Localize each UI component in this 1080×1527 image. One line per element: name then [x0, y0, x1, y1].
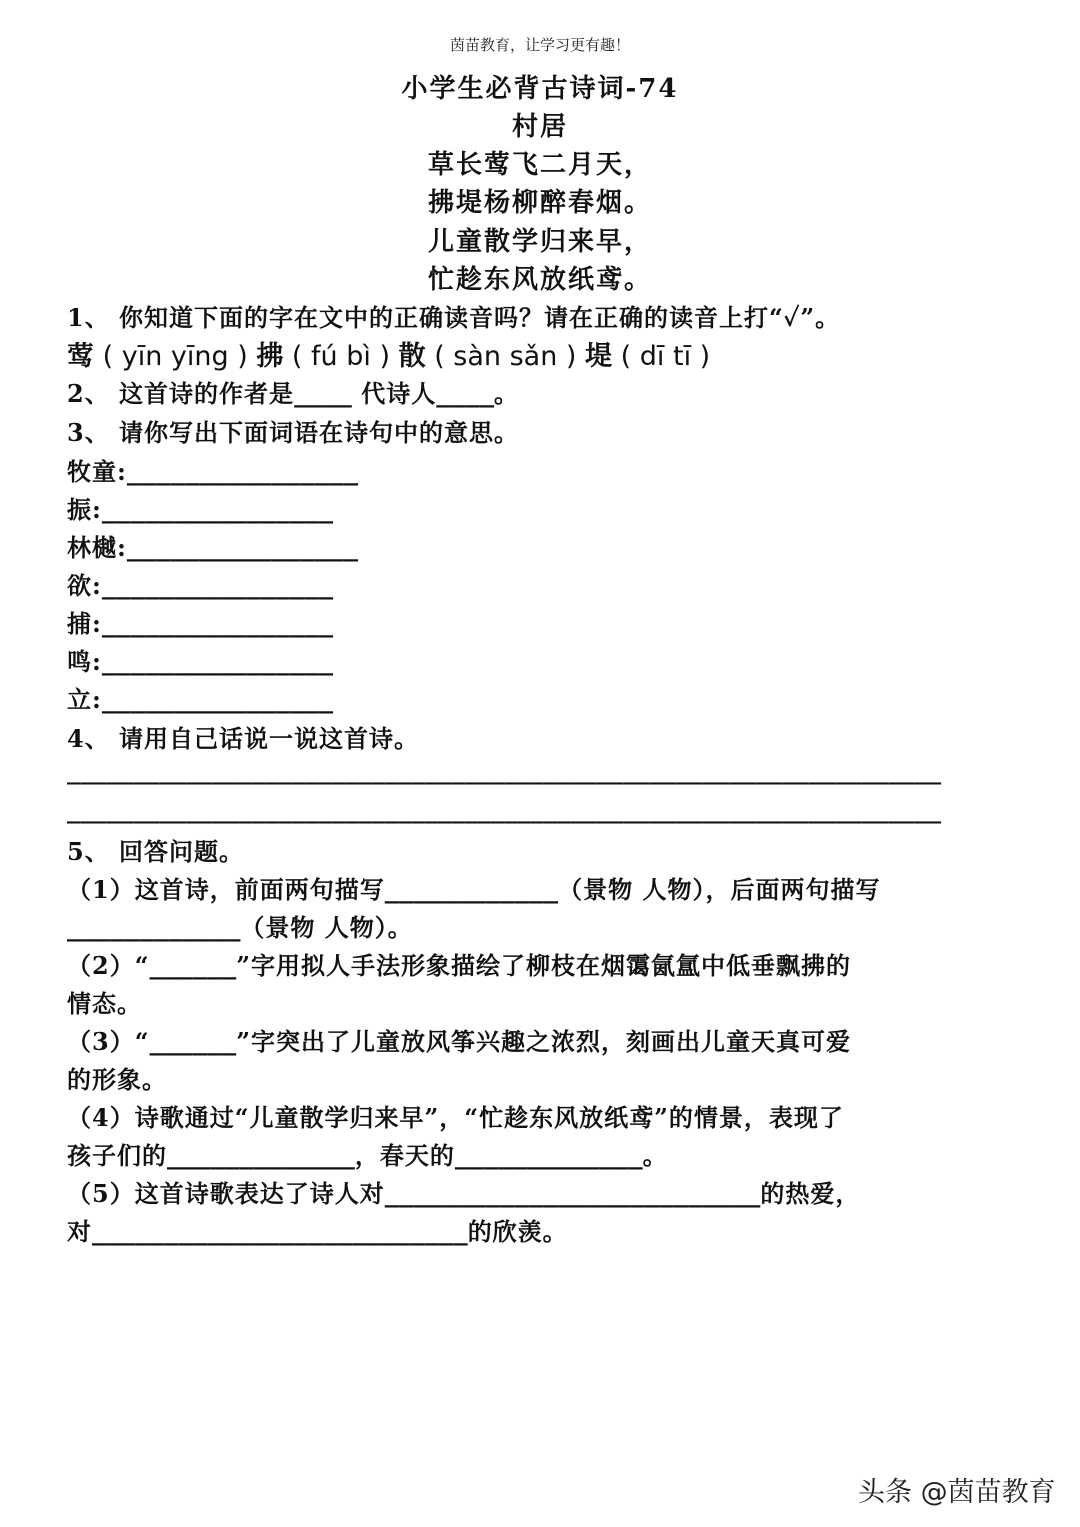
term-label: 捕: — [67, 609, 102, 638]
term-row — [67, 604, 333, 639]
q5-text: 。 — [642, 1141, 668, 1170]
term-row — [67, 490, 333, 525]
q5-text: （2）“ — [67, 951, 150, 980]
q2-text: 代诗人 — [351, 379, 437, 408]
answer-blank[interactable]: __________________________ — [384, 1180, 761, 1208]
term-label: 立: — [67, 685, 102, 714]
q5-text: ，春天的 — [354, 1141, 455, 1170]
answer-blank[interactable]: __________________________ — [92, 1218, 468, 1246]
pinyin-choice[interactable]: ( sàn sǎn ) — [434, 341, 577, 372]
q2-text: 。 — [494, 379, 520, 408]
pinyin-char: 莺 — [67, 341, 94, 372]
q5-text: 孩子们的 — [67, 1141, 167, 1170]
term-blank[interactable]: ________________ — [101, 496, 334, 524]
page-title: 小学生必背古诗词-74 — [401, 74, 679, 104]
question-5-prompt: 5、 回答问题。 — [67, 837, 245, 866]
term-blank[interactable]: ________________ — [101, 572, 334, 600]
term-label: 欲: — [67, 571, 102, 600]
author-name-blank[interactable]: ____ — [436, 380, 495, 408]
q5-item-3-cont: 的形象。 — [67, 1065, 167, 1094]
q5-item-5 — [67, 1174, 860, 1209]
q5-text: （3）“ — [67, 1027, 150, 1056]
q5-text: 的欣羡。 — [467, 1217, 568, 1246]
term-row — [67, 642, 333, 677]
term-blank[interactable]: ________________ — [126, 458, 359, 486]
term-row — [67, 566, 333, 601]
poem-line: 草长莺飞二月天， — [427, 150, 652, 180]
header-note: 茵苗教育，让学习更有趣！ — [449, 36, 630, 54]
term-label: 牧童: — [67, 457, 127, 486]
q5-item-2 — [67, 946, 851, 981]
pinyin-char: 散 — [398, 341, 426, 372]
term-label: 鸣: — [67, 647, 102, 676]
answer-blank[interactable]: ____________ — [67, 914, 241, 942]
q5-item-1 — [67, 870, 880, 905]
pinyin-options — [67, 334, 710, 373]
pinyin-char: 堤 — [585, 341, 613, 372]
q5-text: （景物 人物）。 — [240, 913, 413, 942]
q5-text: （景物 人物），后面两句描写 — [558, 875, 881, 904]
answer-blank[interactable]: ______ — [149, 1028, 237, 1056]
answer-blank[interactable]: _____________ — [167, 1142, 355, 1170]
term-blank[interactable]: ________________ — [101, 610, 334, 638]
question-1-prompt: 1、 你知道下面的字在文中的正确读音吗？请在正确的读音上打“✓”。 — [67, 303, 841, 332]
pinyin-char: 拂 — [256, 341, 284, 372]
author-dynasty-blank[interactable]: ____ — [294, 380, 352, 408]
answer-blank[interactable]: ____________ — [384, 876, 559, 904]
q5-text: 的热爱， — [760, 1179, 861, 1208]
watermark: 头条 @茵苗教育 — [858, 1477, 1056, 1508]
q5-item-3 — [67, 1022, 851, 1057]
q5-item-4: （4）诗歌通过“儿童散学归来早”，“忙趁东风放纸鸢”的情景，表现了 — [67, 1103, 844, 1132]
question-4-prompt: 4、 请用自己话说一说这首诗。 — [67, 724, 420, 753]
answer-blank[interactable]: _____________ — [454, 1142, 643, 1170]
poem-line: 儿童散学归来早， — [427, 227, 652, 257]
poem-line: 忙趁东风放纸鸢。 — [427, 265, 652, 295]
q5-text: （1）这首诗，前面两句描写 — [67, 875, 385, 904]
term-row — [67, 452, 358, 487]
answer-line[interactable]: __________________________________________________________________ — [67, 799, 942, 824]
term-row — [67, 528, 358, 563]
answer-blank[interactable]: ______ — [149, 952, 237, 980]
term-blank[interactable]: ________________ — [101, 686, 334, 714]
pinyin-choice[interactable]: ( fú bì ) — [291, 341, 390, 372]
question-2 — [67, 374, 519, 409]
poem-name: 村居 — [511, 112, 568, 142]
q5-item-1-cont — [67, 908, 413, 943]
poem-line: 拂堤杨柳醉春烟。 — [427, 188, 652, 218]
term-label: 林樾: — [67, 533, 127, 562]
q2-text: 2、 这首诗的作者是 — [67, 379, 295, 408]
q5-item-5-cont — [67, 1212, 568, 1247]
term-label: 振: — [67, 495, 102, 524]
q5-text: 对 — [67, 1217, 92, 1246]
answer-line[interactable]: __________________________________________________________________ — [67, 760, 942, 785]
pinyin-choice[interactable]: ( dī tī ) — [620, 341, 711, 372]
term-row — [67, 680, 333, 715]
term-blank[interactable]: ________________ — [101, 648, 334, 676]
term-blank[interactable]: ________________ — [126, 534, 359, 562]
q5-text: （5）这首诗歌表达了诗人对 — [67, 1179, 385, 1208]
q5-text: ”字突出了儿童放风筝兴趣之浓烈，刻画出儿童天真可爱 — [236, 1027, 852, 1056]
question-3-prompt: 3、 请你写出下面词语在诗句中的意思。 — [67, 418, 520, 447]
q5-item-4-cont — [67, 1136, 668, 1171]
q5-item-2-cont: 情态。 — [67, 989, 142, 1018]
q5-text: ”字用拟人手法形象描绘了柳枝在烟霭氤氲中低垂飘拂的 — [236, 951, 852, 980]
pinyin-choice[interactable]: ( yīn yīng ) — [102, 341, 248, 372]
